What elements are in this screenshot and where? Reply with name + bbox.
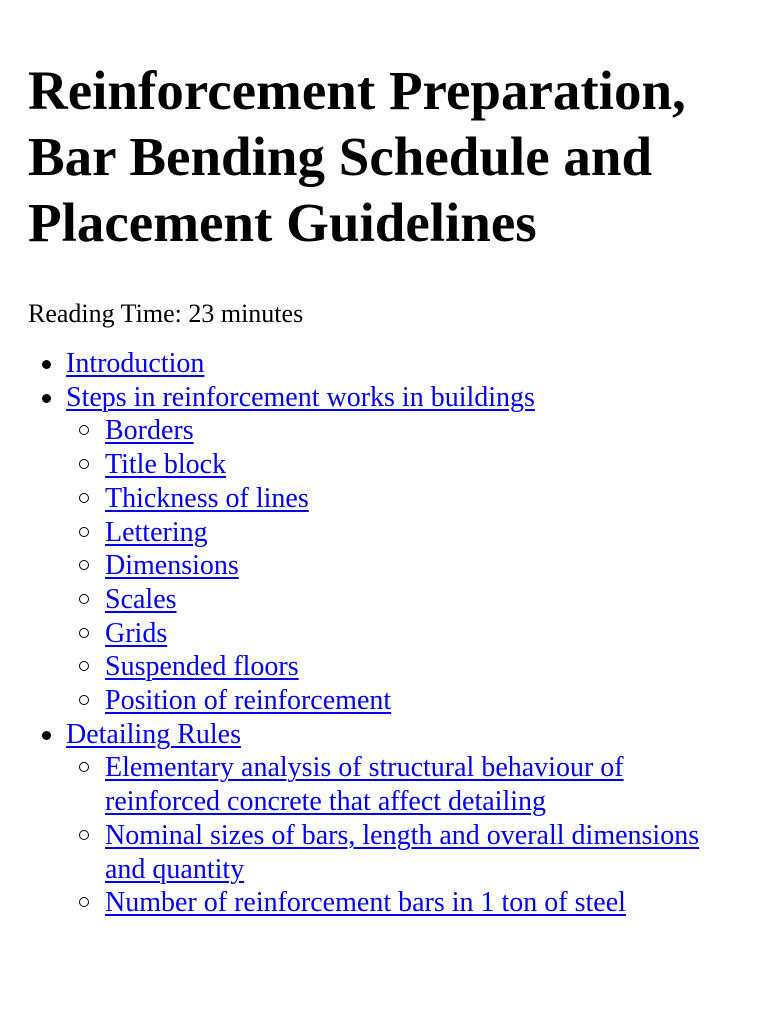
toc-link-scales[interactable]: Scales: [105, 583, 177, 615]
circle-bullet-icon: [79, 661, 89, 671]
toc-link-steps-in-reinforcement-works[interactable]: Steps in reinforcement works in buildings: [66, 381, 535, 413]
circle-bullet-icon: [79, 425, 89, 435]
disc-bullet-icon: [42, 394, 51, 403]
circle-bullet-icon: [79, 897, 89, 907]
toc-link-nominal-sizes[interactable]: Nominal sizes of bars, length and overall dimensions and quantity: [105, 819, 700, 885]
toc-link-dimensions[interactable]: Dimensions: [105, 550, 239, 582]
toc-subitem: [105, 549, 740, 583]
table-of-contents: [28, 347, 740, 920]
toc-link-grids[interactable]: Grids: [105, 617, 168, 649]
circle-bullet-icon: [79, 560, 89, 570]
disc-bullet-icon: [42, 360, 51, 369]
circle-bullet-icon: [79, 527, 89, 537]
toc-link-number-of-bars[interactable]: Number of reinforcement bars in 1 ton of steel: [105, 887, 626, 919]
toc-link-position-of-reinforcement[interactable]: Position of reinforcement: [105, 685, 392, 717]
toc-link-thickness-of-lines[interactable]: Thickness of lines: [105, 482, 309, 514]
toc-link-elementary-analysis[interactable]: Elementary analysis of structural behaviour of reinforced concrete that affect detailing: [105, 752, 624, 818]
toc-subitem: [105, 448, 740, 482]
toc-subitem: [105, 819, 740, 886]
circle-bullet-icon: [79, 493, 89, 503]
disc-bullet-icon: [42, 731, 51, 740]
toc-link-introduction[interactable]: Introduction: [66, 348, 205, 379]
page-title: Reinforcement Preparation, Bar Bending Schedule and Placement Guidelines: [28, 60, 686, 253]
toc-item-detailing-rules: [66, 718, 740, 920]
toc-subitem: [105, 583, 740, 617]
reading-time: Reading Time: 23 minutes: [28, 299, 304, 328]
toc-item-introduction: [66, 347, 740, 381]
toc-subitem: [105, 684, 740, 718]
toc-link-suspended-floors[interactable]: Suspended floors: [105, 651, 299, 683]
toc-subitem: [105, 751, 740, 818]
toc-link-lettering[interactable]: Lettering: [105, 516, 208, 548]
toc-sublist-detailing: [66, 751, 740, 920]
circle-bullet-icon: [79, 594, 89, 604]
toc-subitem: [105, 482, 740, 516]
circle-bullet-icon: [79, 830, 89, 840]
toc-subitem: [105, 650, 740, 684]
toc-subitem: [105, 414, 740, 448]
circle-bullet-icon: [79, 459, 89, 469]
toc-subitem: [105, 617, 740, 651]
toc-link-title-block[interactable]: Title block: [105, 449, 227, 481]
toc-link-detailing-rules[interactable]: Detailing Rules: [66, 718, 241, 750]
toc-item-steps: [66, 381, 740, 718]
toc-subitem: [105, 886, 740, 920]
circle-bullet-icon: [79, 762, 89, 772]
circle-bullet-icon: [79, 628, 89, 638]
toc-link-borders[interactable]: Borders: [105, 415, 194, 447]
toc-subitem: [105, 516, 740, 550]
toc-sublist-steps: [66, 414, 740, 717]
circle-bullet-icon: [79, 695, 89, 705]
